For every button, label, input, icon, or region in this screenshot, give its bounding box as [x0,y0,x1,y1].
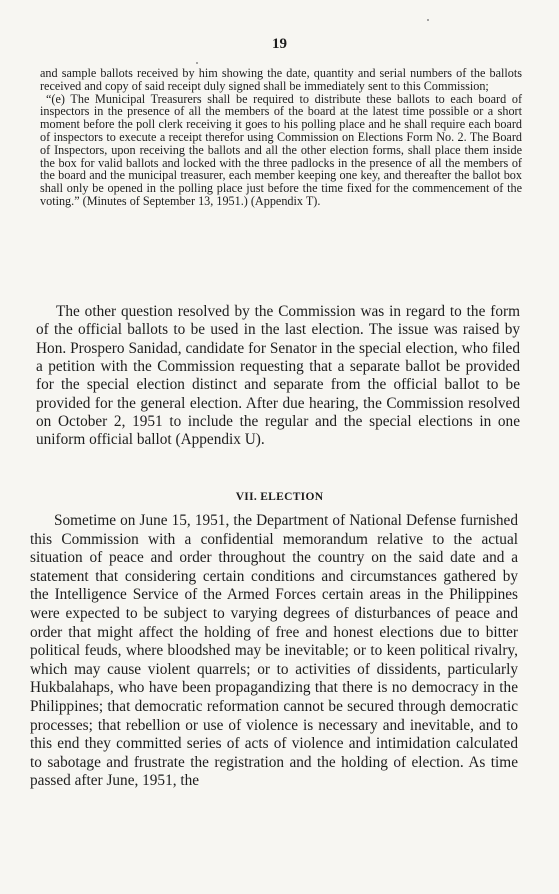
paragraph-official-ballots: The other question resolved by the Commission was in regard to the form of the official ballots to be used in the last election. The issue was raised by Hon. Prospero Sanidad, candidate for Senator in the special election, who filed a petition with the Commission requesting that a separate ballot be provided for the special election distinct and separate from the official ballot to be provided for the general election. After due hearing, the Commission resolved on October 2, 1951 to include the regular and the special elections in one uniform official ballot (Appendix U). [36,303,520,449]
body-text-block [36,303,520,450]
quote-paragraph-item-e: “(e) The Municipal Treasurers shall be required to distribute these ballots to each board of inspectors in the presence of all the members of the board at the latest time possible or a short moment before the poll clerk receiving it goes to his polling place and he shall require each board of inspectors to execute a receipt therefor using Commission on Elections Form No. 2. The Board of Inspectors, upon receiving the ballots and all the other election forms, shall place them inside the box for valid ballots and locked with the three padlocks in the presence of all the members of the board and the municipal treasurer, each member keeping one key, and thereafter the ballot box shall only be opened in the polling place just before the time fixed for the commencement of the voting.” (Minutes of September 13, 1951.) (Appendix T). [40,91,522,208]
paper-speck [427,19,429,21]
body-text-block-election [30,512,518,791]
quoted-resolution-block [40,67,522,208]
paragraph-election: Sometime on June 15, 1951, the Department of National Defense furnished this Commission with a confidential memorandum relative to the actual situation of peace and order throughout the country on the said date and a statement that considering certain conditions and circumstances gathered by the Intelligence Service of the Armed Forces certain areas in the Philippines were expected to be subject to varying degrees of disturbances of peace and order that might affect the holding of free and honest elections due to bitter political feuds, where bloodshed may be inevitable; or to keen political rivalry, which may cause violent quarrels; or to activities of dissidents, particularly Hukbalahaps, who have been propagandizing that there is no democracy in the Philippines; that democratic reformation cannot be secured through democratic processes; that rebellion or use of violence is necessary and inevitable, and to this end they committed series of acts of violence and intimidation calculated to sabotage and frustrate the registration and the holding of election. As time passed after June, 1951, the [30,512,518,790]
paper-speck [196,62,198,64]
page-number: 19 [272,36,287,52]
section-heading: VII. ELECTION [235,491,324,503]
quote-paragraph-continuation: and sample ballots received by him showing the date, quantity and serial numbers of the ballots received and copy of said receipt duly signed shall be immediately sent to this Commission; [40,66,522,93]
